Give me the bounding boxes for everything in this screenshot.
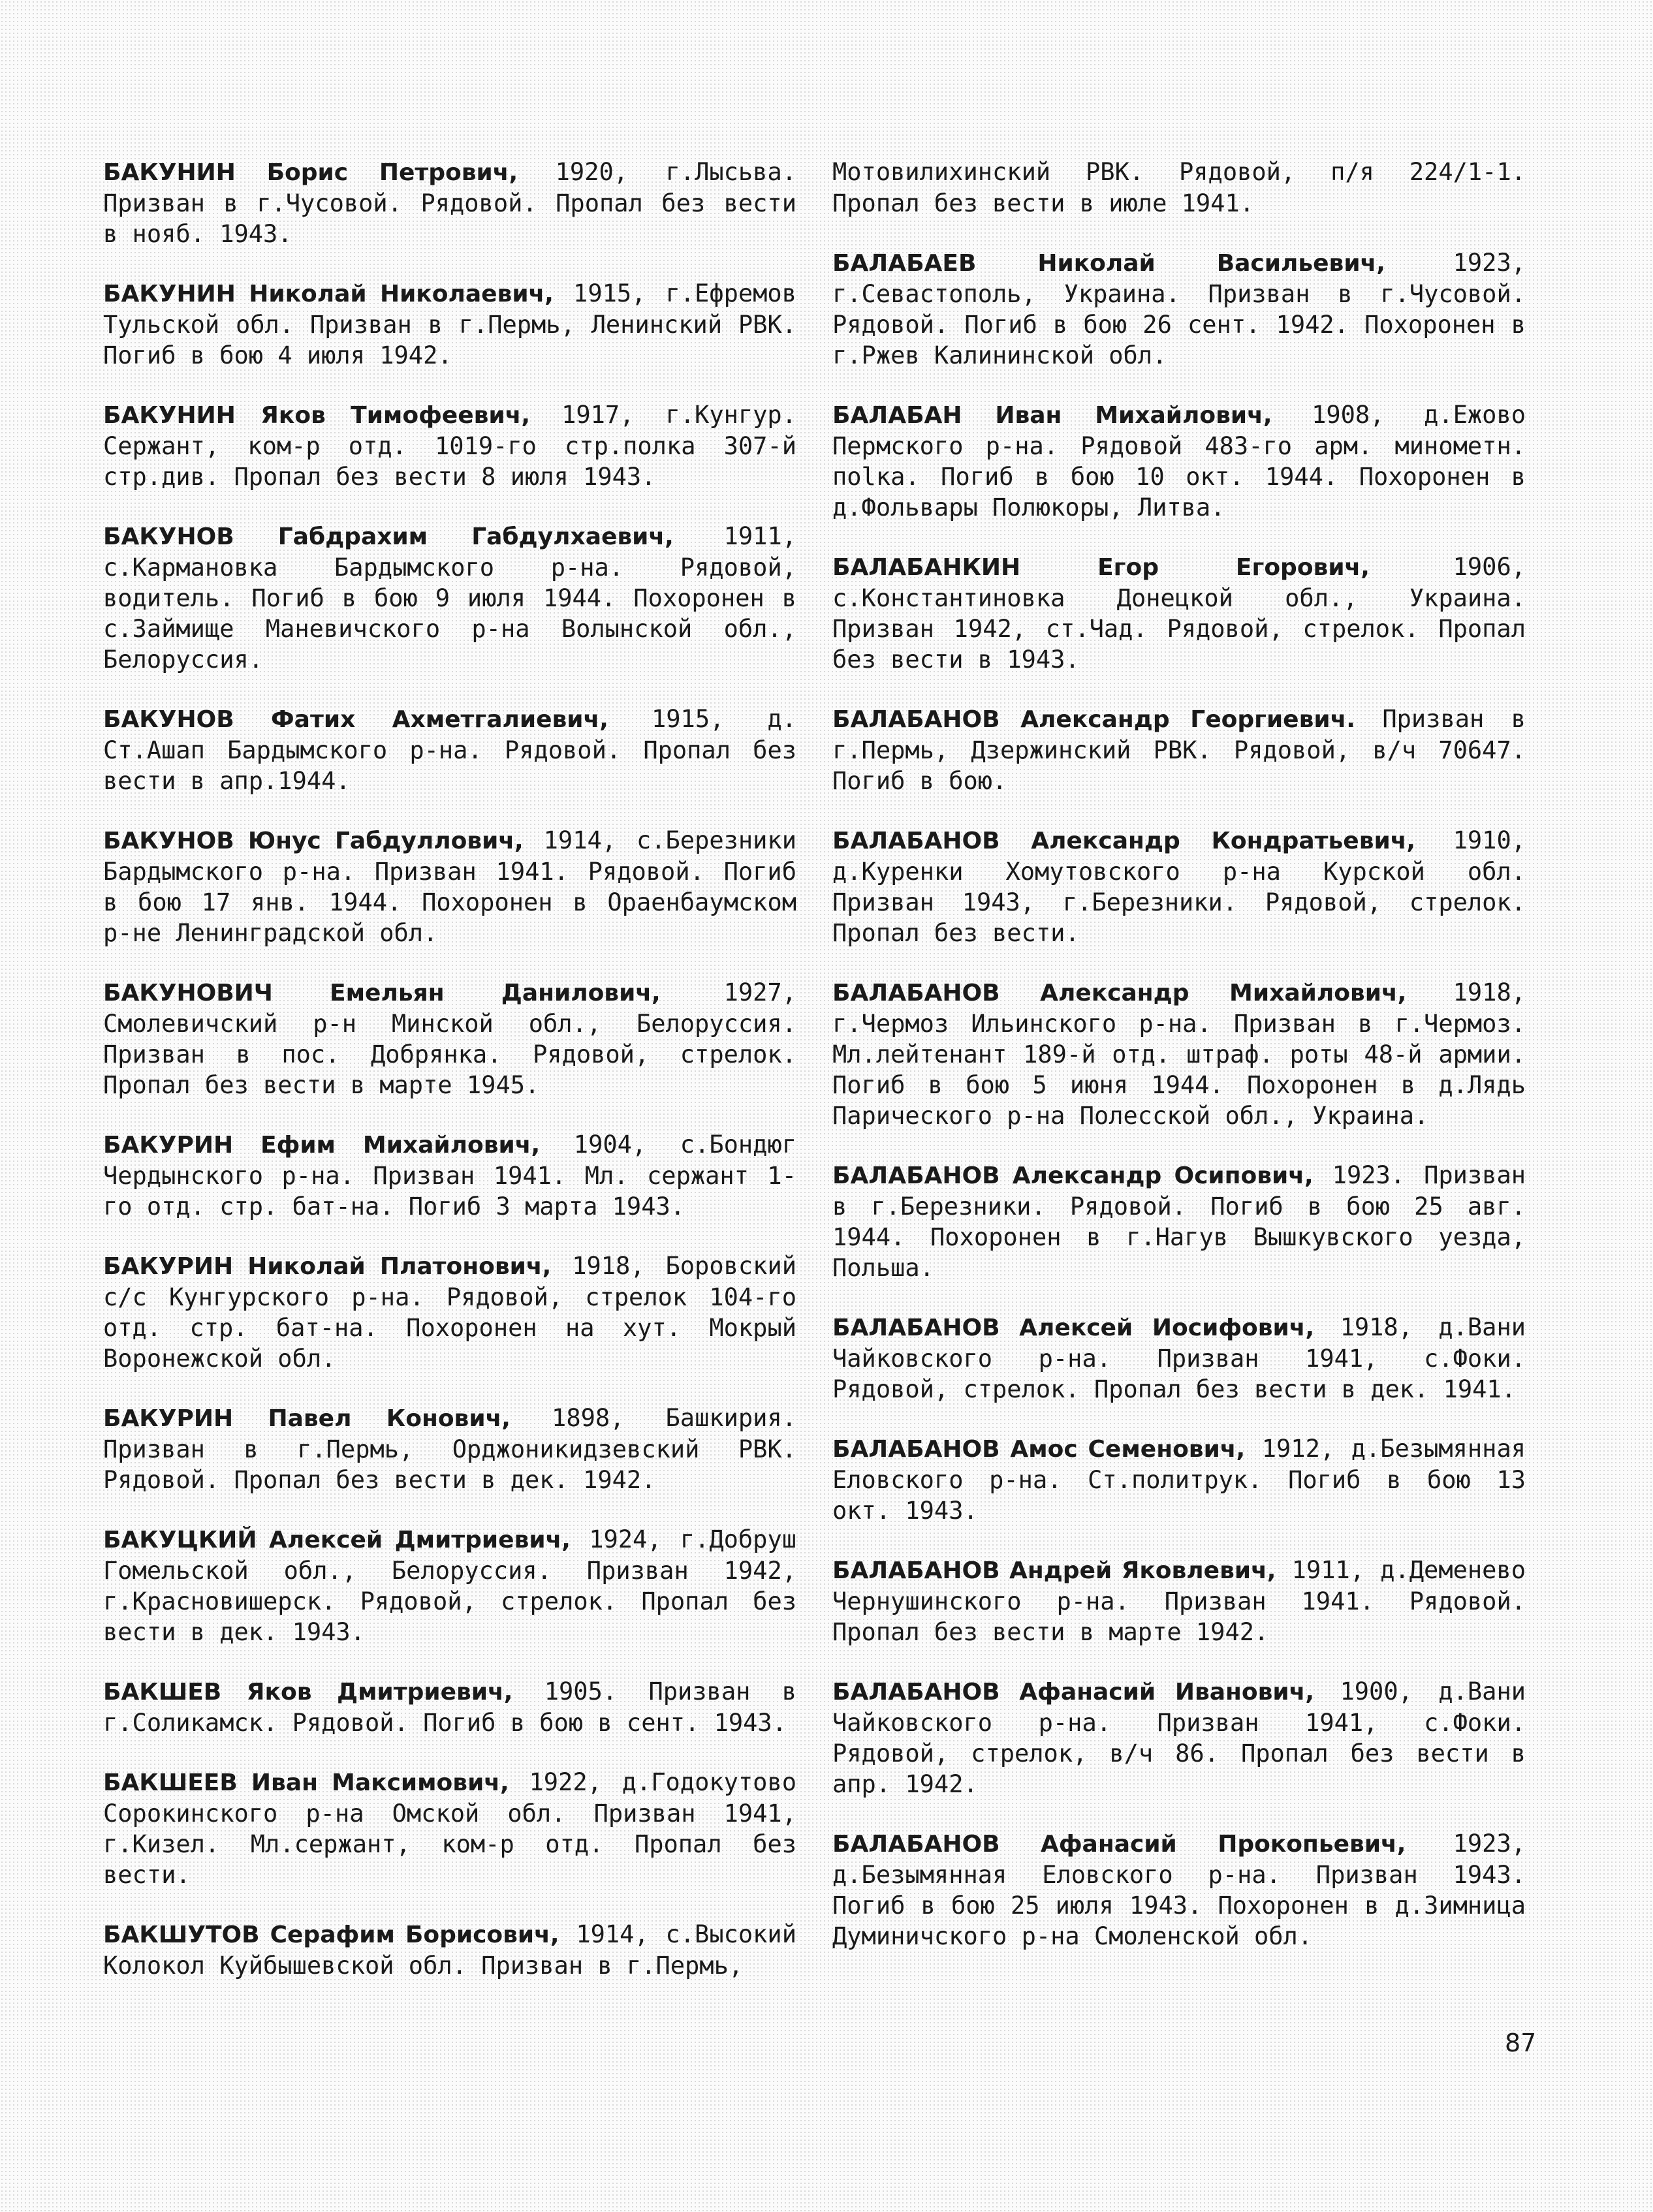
entry <box>103 1403 796 1495</box>
entry-name: БАКУНОВИЧ Емельян Данилович, <box>103 980 661 1006</box>
entry <box>103 157 796 249</box>
entry-continuation <box>832 157 1526 219</box>
entry-text: 1915, д. Ст.Ашап Бардымского р-на. Рядовой. Пропал без вести в апр.1944. <box>103 705 796 795</box>
entry <box>832 552 1526 675</box>
entry-text: 1911, д.Деменево Чернушинского р-на. Призван 1941. Рядовой. Пропал без вести в марте 1942. <box>832 1556 1526 1646</box>
entry-text: 1927, Смолевичский р-н Минской обл., Белоруссия. Призван в пос. Добрянка. Рядовой, стрелок. Пропал без вести в марте 1945. <box>103 978 797 1099</box>
entry-text: 1904, с.Бондюг Чердынского р-на. Призван 1941. Мл. сержант 1-го отд. стр. бат-на. Погиб 3 марта 1943. <box>103 1130 797 1221</box>
entry <box>103 1251 796 1374</box>
entry-text: 1908, д.Ежово Пермского р-на. Рядовой 483-го арм. минометн. пolка. Погиб в бою 10 окт. 1944. Похоронен в д.Фольвары Полюкоры, Литва. <box>832 401 1526 522</box>
entry-text: 1923, д.Безымянная Еловского р-на. Призван 1943. Погиб в бою 25 июля 1943. Похоронен в д.Зимница Думиничского р-на Смоленской обл. <box>832 1830 1526 1950</box>
entry <box>103 704 796 796</box>
entry <box>103 399 796 492</box>
entry-name: БАКУРИН Павел Конович, <box>103 1405 511 1432</box>
entry <box>103 1767 796 1890</box>
entry-name: БАЛАБАНОВ Александр Кондратьевич, <box>832 828 1416 854</box>
right-column <box>832 157 1526 1980</box>
entry <box>103 521 796 675</box>
entry <box>103 977 796 1100</box>
entry <box>103 1129 796 1222</box>
entry-name: БАКУНОВ Габдрахим Габдулхаевич, <box>103 523 674 550</box>
entry-name: БАКУНОВ Юнус Габдуллович, <box>103 828 524 854</box>
entry-name: БАЛАБАЕВ Николай Васильевич, <box>832 250 1385 277</box>
entry <box>832 1433 1526 1526</box>
left-column <box>103 157 796 2010</box>
page-number: 87 <box>1505 2029 1537 2057</box>
entry-name: БАЛАБАН Иван Михайлович, <box>832 402 1272 429</box>
entry-name: БАЛАБАНОВ Афанасий Иванович, <box>832 1679 1315 1706</box>
entry-name: БАЛАБАНОВ Алексей Иосифович, <box>832 1315 1315 1341</box>
entry-name: БАКУНИН Яков Тимофеевич, <box>103 402 531 429</box>
entry-name: БАЛАБАНОВ Александр Михайлович, <box>832 980 1407 1006</box>
entry-name: БАЛАБАНКИН Егор Егорович, <box>832 554 1370 581</box>
entry-text: 1923, г.Севастополь, Украина. Призван в г.Чусовой. Рядовой. Погиб в бою 26 сент. 1942. Похоронен в г.Ржев Калининской обл. <box>832 249 1526 369</box>
entry <box>832 1828 1526 1952</box>
entry <box>832 977 1526 1131</box>
entry-text: 1918, д.Вани Чайковского р-на. Призван 1941, с.Фоки. Рядовой, стрелок. Пропал без вести в дек. 1941. <box>832 1313 1526 1403</box>
entry-name: БАЛАБАНОВ Александр Осипович, <box>832 1162 1314 1189</box>
entry-text: 1918, Боровский с/с Кунгурского р-на. Рядовой, стрелок 104-го отд. стр. бат-на. Похоронен на хут. Мокрый Воронежской обл. <box>103 1252 796 1373</box>
entry-text: Мотовилихинский РВК. Рядовой, п/я 224/1-1. Пропал без вести в июле 1941. <box>832 158 1526 217</box>
entry-text: 1911, с.Кармановка Бардымского р-на. Рядовой, водитель. Погиб в бою 9 июля 1944. Похоронен в с.Займище Маневичского р-на Волынской обл., Белоруссия. <box>103 522 796 674</box>
entry-name: БАКШЕЕВ Иван Максимович, <box>103 1769 509 1796</box>
entry-name: БАЛАБАНОВ Амос Семенович, <box>832 1436 1246 1463</box>
entry-name: БАЛАБАНОВ Андрей Яковлевич, <box>832 1557 1276 1584</box>
entry-text: 1922, д.Годокутово Сорокинского р-на Омской обл. Призван 1941, г.Кизел. Мл.сержант, ком-р отд. Пропал без вести. <box>103 1768 796 1889</box>
entry-text: 1900, д.Вани Чайковского р-на. Призван 1941, с.Фоки. Рядовой, стрелок, в/ч 86. Пропал без вести в апр. 1942. <box>832 1677 1526 1798</box>
entry-text: 1914, с.Высокий Колокол Куйбышевской обл. Призван в г.Пермь, <box>103 1920 796 1980</box>
entry-text: 1898, Башкирия. Призван в г.Пермь, Орджоникидзевский РВК. Рядовой. Пропал без вести в дек. 1942. <box>103 1404 796 1494</box>
entry <box>103 1919 796 1981</box>
entry-text: 1920, г.Лысьва. Призван в г.Чусовой. Рядовой. Пропал без вести в нояб. 1943. <box>103 158 796 248</box>
entry-name: БАКУНИН Борис Петрович, <box>103 159 518 186</box>
entry-name: БАКУЦКИЙ Алексей Дмитриевич, <box>103 1527 571 1553</box>
entry <box>832 1312 1526 1405</box>
entry-name: БАКШУТОВ Серафим Борисович, <box>103 1922 559 1948</box>
entry-name: БАКУРИН Ефим Михайлович, <box>103 1132 541 1159</box>
entry <box>832 1555 1526 1647</box>
entry-text: 1918, г.Чермоз Ильинского р-на. Призван в г.Чермоз. Мл.лейтенант 189-й отд. штраф. роты 48-й армии. Погиб в бою 5 июня 1944. Похоронен в д.Лядь Парического р-на Полесской обл., Украина. <box>832 978 1526 1130</box>
entry-name: БАКУНИН Николай Николаевич, <box>103 281 554 307</box>
entry <box>103 825 796 948</box>
entry <box>832 1676 1526 1799</box>
entry-text: 1906, с.Константиновка Донецкой обл., Украина. Призван 1942, ст.Чад. Рядовой, стрелок. Пропал без вести в 1943. <box>832 553 1526 674</box>
entry-name: БАКШЕВ Яков Дмитриевич, <box>103 1679 513 1706</box>
entry-text: 1910, д.Куренки Хомутовского р-на Курской обл. Призван 1943, г.Березники. Рядовой, стрелок. Пропал без вести. <box>832 826 1526 947</box>
entry-name: БАЛАБАНОВ Афанасий Прокопьевич, <box>832 1831 1406 1858</box>
entry <box>103 278 796 371</box>
entry-text: 1924, г.Добруш Гомельской обл., Белоруссия. Призван 1942, г.Красновишерск. Рядовой, стрелок. Пропал без вести в дек. 1943. <box>103 1525 796 1646</box>
entry-text: Призван в г.Пермь, Дзержинский РВК. Рядовой, в/ч 70647. Погиб в бою. <box>832 705 1526 795</box>
entry-name: БАКУРИН Николай Платонович, <box>103 1253 552 1280</box>
entry-text: 1905. Призван в г.Соликамск. Рядовой. Погиб в бою в сент. 1943. <box>103 1677 796 1737</box>
entry <box>103 1524 796 1647</box>
entry-text: 1914, с.Березники Бардымского р-на. Призван 1941. Рядовой. Погиб в бою 17 янв. 1944. Похоронен в Ораенбаумском р-не Ленинградской обл. <box>103 826 796 947</box>
entry <box>832 1160 1526 1283</box>
entry-name: БАКУНОВ Фатих Ахметгалиевич, <box>103 706 608 733</box>
entry <box>103 1676 796 1738</box>
entry-name: БАЛАБАНОВ Александр Георгиевич. <box>832 706 1355 733</box>
entry <box>832 399 1526 523</box>
entry-text: 1912, д.Безымянная Еловского р-на. Ст.политрук. Погиб в бою 13 окт. 1943. <box>832 1435 1526 1525</box>
entry-text: 1915, г.Ефремов Тульской обл. Призван в г.Пермь, Ленинский РВК. Погиб в бою 4 июля 1942. <box>103 279 796 369</box>
entry-text: 1923. Призван в г.Березники. Рядовой. Погиб в бою 25 авг. 1944. Похоронен в г.Нагув Вышкувского уезда, Польша. <box>832 1161 1526 1282</box>
entry <box>832 247 1526 371</box>
entry-text: 1917, г.Кунгур. Сержант, ком-р отд. 1019-го стр.полка 307-й стр.див. Пропал без вести 8 июля 1943. <box>103 401 796 491</box>
entry <box>832 704 1526 796</box>
entry <box>832 825 1526 948</box>
